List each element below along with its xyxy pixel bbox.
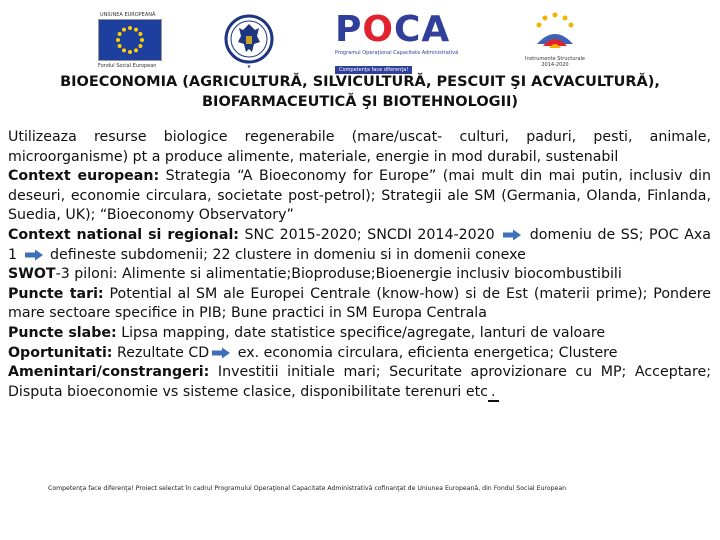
structural-instruments-logo	[525, 10, 585, 68]
eu-logo-caption-bottom: Fondul Social European	[98, 63, 157, 69]
swot-paragraph: SWOT-3 piloni: Alimente si alimentatie;Bioproduse;Bioenergie inclusiv biocombustibili	[8, 266, 622, 283]
page-title	[30, 72, 690, 112]
eu-logo	[98, 10, 164, 69]
svg-text:★: ★	[246, 64, 252, 70]
right-arrow-icon	[24, 249, 44, 261]
eu-logo-caption-top: UNIUNEA EUROPEANĂ	[100, 12, 156, 18]
opportunities-paragraph: Oportunitati: Rezultate CD ex. economia circulara, eficienta energetica; Clustere	[8, 344, 618, 361]
context-european-paragraph: Context european: Strategia “A Bioeconomy for Europe” (mai mult din mai putin, inclusiv din deseuri, economie circulara, societate post-petrol); Strategii ale SM (Germania, Olanda, Finlanda, Suedia, UK); “Bioeconomy Observatory”	[8, 168, 711, 224]
context-national-label: Context national si regional:	[8, 226, 239, 243]
government-emblem-icon	[224, 12, 274, 70]
slide-content	[8, 128, 711, 402]
threats-label: Amenintari/constrangeri:	[8, 364, 210, 381]
definition-paragraph: Utilizeaza resurse biologice regenerabile (mare/uscat- culturi, paduri, pesti, animale, microorganisme) pt a produce alimente, materiale, energie in mod durabil, sustenabil	[8, 129, 711, 165]
threats-end-mark: .	[488, 384, 499, 402]
poca-subtitle: Programul Operaţional Capacitate Administrativă	[335, 50, 459, 56]
strengths-paragraph: Puncte tari: Potential al SM ale Europei Centrale (know-how) si de Est (materii prime); Pondere mare sectoare specifice in PIB; Bune practici in SM Europa Centrala	[8, 285, 711, 322]
structural-instruments-caption: Instrumente Structurale	[525, 56, 585, 62]
poca-slogan: Competenţa face diferenţa!	[335, 66, 412, 74]
weaknesses-paragraph: Puncte slabe: Lipsa mapping, date statistice specifice/agregate, lanturi de valoare	[8, 324, 606, 341]
threats-paragraph: Amenintari/constrangeri: Investitii initiale mari; Securitate aprovizionare cu MP; Acceptare; Disputa bioeconomie vs sisteme clasice, disponibilitate terenuri etc .	[8, 364, 711, 400]
right-arrow-icon	[502, 229, 522, 241]
context-national-paragraph: Context national si regional: SNC 2015-2020; SNCDI 2014-2020 domeniu de SS; POC Axa 1 defineste subdomenii; 22 clustere in domeniu si in domenii conexe	[8, 226, 711, 263]
eu-flag-icon	[98, 19, 162, 61]
right-arrow-icon	[211, 347, 231, 359]
strengths-label: Puncte tari:	[8, 285, 104, 302]
page-title-line2: BIOFARMACEUTICĂ ŞI BIOTEHNOLOGII)	[202, 94, 518, 110]
opportunities-label: Oportunitati:	[8, 344, 113, 361]
structural-instruments-icon	[525, 10, 585, 52]
romanian-government-logo	[224, 12, 274, 74]
poca-logo	[335, 10, 465, 75]
footer-note: Competenţa face diferenţa! Proiect selectat în cadrul Programului Operaţional Capacitate Administrativă cofinanţat de Uniunea Europeană, din Fondul Social European	[48, 485, 567, 492]
page-title-line1: BIOECONOMIA (AGRICULTURĂ, SILVICULTURĂ, PESCUIT ŞI ACVACULTURĂ),	[60, 74, 660, 90]
swot-label: SWOT	[8, 266, 56, 283]
structural-instruments-period: 2014-2020	[541, 62, 569, 68]
logo-bar	[0, 10, 720, 72]
weaknesses-label: Puncte slabe:	[8, 324, 117, 341]
context-european-label: Context european:	[8, 168, 160, 185]
poca-wordmark: POCA	[335, 9, 451, 50]
